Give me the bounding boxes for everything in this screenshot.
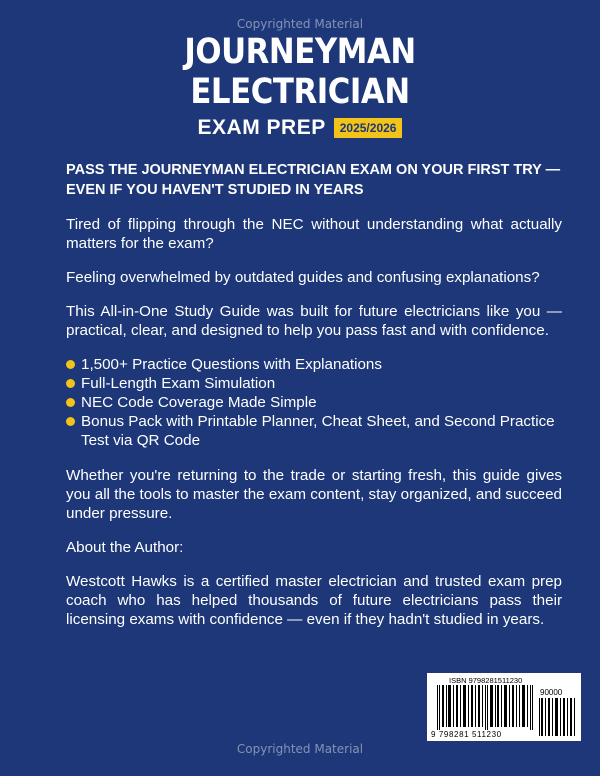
author-heading: About the Author: (66, 539, 184, 556)
bullet-dot-icon (66, 379, 75, 388)
feature-text: 1,500+ Practice Questions with Explanations (81, 356, 382, 373)
year-badge: 2025/2026 (334, 118, 403, 138)
cover-title-block (0, 32, 600, 140)
barcode-bars-icon (437, 685, 537, 730)
feature-text: Bonus Pack with Printable Planner, Cheat Sheet, and Second Practice Test via QR Code (81, 413, 555, 449)
title-line-2: ELECTRICIAN (190, 72, 410, 112)
isbn-label: ISBN 9798281511230 (449, 676, 523, 685)
paragraph-study-guide: This All-in-One Study Guide was built for future electricians like you — practical, clear, and designed to help you pass fast and with confidence. (66, 303, 562, 339)
feature-list (66, 355, 562, 450)
feature-item (66, 412, 562, 450)
feature-item (66, 393, 562, 412)
bullet-dot-icon (66, 360, 75, 369)
paragraph-overwhelmed: Feeling overwhelmed by outdated guides and confusing explanations? (66, 269, 540, 286)
feature-text: Full-Length Exam Simulation (81, 375, 276, 392)
bullet-dot-icon (66, 417, 75, 426)
paragraph-intro: Tired of flipping through the NEC without understanding what actually matters for the exam? (66, 216, 562, 252)
feature-item (66, 355, 562, 374)
paragraph-closing: Whether you're returning to the trade or starting fresh, this guide gives you all the tools to master the exam content, stay organized, and succeed under pressure. (66, 467, 562, 522)
isbn-digits: 9 798281 511230 (431, 730, 502, 739)
addon-barcode-bars-icon (539, 698, 577, 736)
subtitle: EXAM PREP (197, 116, 326, 139)
headline: PASS THE JOURNEYMAN ELECTRICIAN EXAM ON YOUR FIRST TRY — EVEN IF YOU HAVEN'T STUDIED IN YEARS (66, 162, 561, 198)
bullet-dot-icon (66, 398, 75, 407)
back-cover-copy (66, 160, 562, 644)
watermark-bottom: Copyrighted Material (236, 742, 364, 756)
feature-text: NEC Code Coverage Made Simple (81, 394, 317, 411)
price-code: 90000 (540, 688, 563, 697)
title-line-1: JOURNEYMAN (184, 32, 416, 72)
isbn-barcode (427, 673, 581, 741)
author-bio: Westcott Hawks is a certified master electrician and trusted exam prep coach who has helped thousands of future electricians pass their licensing exams with confidence — even if they hadn't studied in years. (66, 573, 562, 628)
watermark-top: Copyrighted Material (236, 17, 364, 31)
subtitle-row (0, 116, 600, 140)
feature-item (66, 374, 562, 393)
